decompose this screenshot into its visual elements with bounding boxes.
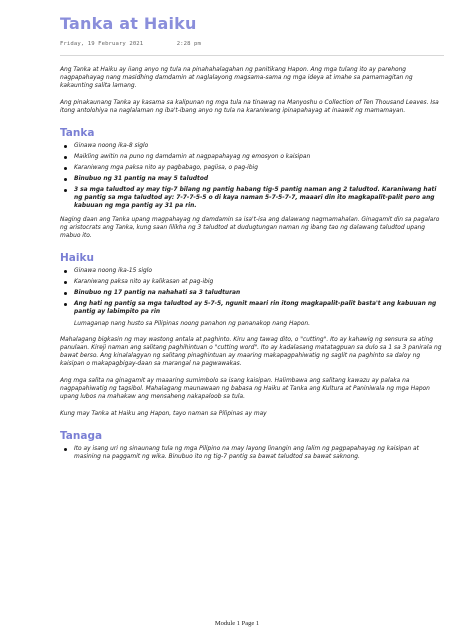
list-item: Maikling awitin na puno ng damdamin at nagpapahayag ng emosyon o kaisipan [60, 153, 444, 161]
bullet-icon [64, 189, 67, 192]
list-item: Ito ay isang uri ng sinaunang tula ng mga Pilipino na may layong linangin ang lalim ng pagpapahayag ng kaisipan at masining na paggamit ng wika. Binubuo ito ng tig-7 pantig sa bawat taludtod sa bawat saknong. [60, 445, 444, 461]
date-text: Friday, 19 February 2021 [60, 41, 144, 47]
haiku-paragraph-3: Kung may Tanka at Haiku ang Hapon, tayo naman sa Pilipinas ay may [60, 411, 267, 417]
bullet-icon [64, 167, 67, 170]
title-divider [60, 55, 444, 56]
haiku-list [60, 267, 444, 316]
bullet-icon [64, 145, 67, 148]
list-item: 3 sa mga taludtod ay may tig-7 bilang ng pantig habang tig-5 pantig naman ang 2 taludtod. Karaniwang hati ng pantig sa mga taludtod ay: 7-7-7-5-5 o di kaya naman 5-7-5-7-7, maaari din ito magkapalit-palit pero ang kabuuan ng mga pantig ay 31 pa rin. [60, 186, 444, 210]
tanka-paragraph: Naging daan ang Tanka upang magpahayag ng damdamin sa isa't-isa ang dalawang nagmamahalan. Ginagamit din sa pagalaro ng aristocrats ang Tanka, kung saan lilikha ng 3 taludtod at dudugtungan naman ng ibang tao ng dalawang taludtod upang mabuo ito. [60, 217, 440, 239]
time-text: 2:28 pm [176, 41, 201, 47]
bullet-icon [64, 448, 67, 451]
list-item: Ang hati ng pantig sa mga taludtod ay 5-7-5, ngunit maari rin itong magkapalit-palit basta't ang kabuuan ng pantig ay labimpito pa rin [60, 300, 444, 316]
intro-paragraph-1: Ang Tanka at Haiku ay iiang anyo ng tula na pinahahalagahan ng panitikang Hapon. Ang mga tulang ito ay parehong nagpapahayag nang masidhing damdamin at naglalayong magsama-sama ng mga ideya at imahe sa pamamagitan ng kakaunting salita lamang. [60, 67, 413, 89]
bullet-icon [64, 281, 67, 284]
timestamp [60, 41, 444, 47]
haiku-paragraph-1: Mahalagang bigkasin ng may wastong antala at paghinto. Kiru ang tawag dito, o "cutting". Ito ay kahawig ng sensura sa ating panulaan. Kireji naman ang salitang paghihintuan o "cutting word". Ito ay kadalasang matatagpuan sa dulo sa 1 sa 3 panirala ng bawat berso. Ang kinalalagyan ng salitang pinaghintuan ay maaring makapagpahiwatig ng saglit na paghinto sa daloy ng kaisipan o makapagbigay-daan sa marangal na pagwawakas. [60, 337, 442, 367]
page-title: Tanka at Haiku [60, 14, 197, 33]
tanka-list [60, 142, 444, 210]
haiku-paragraph-2: Ang mga salita na ginagamit ay maaaring sumimbolo sa isang kaisipan. Halimbawa ang salitang kawazu ay palaka na nagpapahiwatig ng tagsibol. Mahalagang maunawaan ng babasa ng Haiku at Tanka ang Kultura at Paniniwala ng mga Hapon upang lubos na mahakaw ang mensaheng nakapaloob sa tula. [60, 378, 430, 400]
tanaga-heading: Tanaga [60, 430, 103, 442]
page-content [60, 14, 444, 467]
list-item: Ginawa noong ika-8 siglo [60, 142, 444, 150]
bullet-icon [64, 156, 67, 159]
bullet-icon [64, 303, 67, 306]
list-item: Karaniwang paksa nito ay kalikasan at pag-ibig [60, 278, 444, 286]
intro-paragraph-2: Ang pinakaunang Tanka ay kasama sa kalipunan ng mga tula na tinawag na Manyoshu o Collection of Ten Thousand Leaves. Isa itong antolohiya na naglalaman ng iba't-ibang anyo ng tula na karaniwang ipinapahayag at inaawit ng mamamayan. [60, 100, 439, 114]
bullet-icon [64, 270, 67, 273]
list-item: Karaniwang mga paksa nito ay pagbabago, pagiisa, o pag-ibig [60, 164, 444, 172]
tanka-heading: Tanka [60, 127, 95, 139]
haiku-heading: Haiku [60, 252, 94, 264]
bullet-icon [64, 292, 67, 295]
bullet-icon [64, 178, 67, 181]
tanaga-list [60, 445, 444, 461]
list-item: Binubuo ng 31 pantig na may 5 taludtod [60, 175, 444, 183]
list-item: Binubuo ng 17 pantig na nahahati sa 3 taludturan [60, 289, 444, 297]
page-footer: Module 1 Page 1 [214, 620, 260, 627]
haiku-subnote: Lumaganap nang husto sa Pilipinas noong panahon ng pananakop nang Hapon. [74, 321, 310, 327]
list-item: Ginawa noong ika-15 siglo [60, 267, 444, 275]
